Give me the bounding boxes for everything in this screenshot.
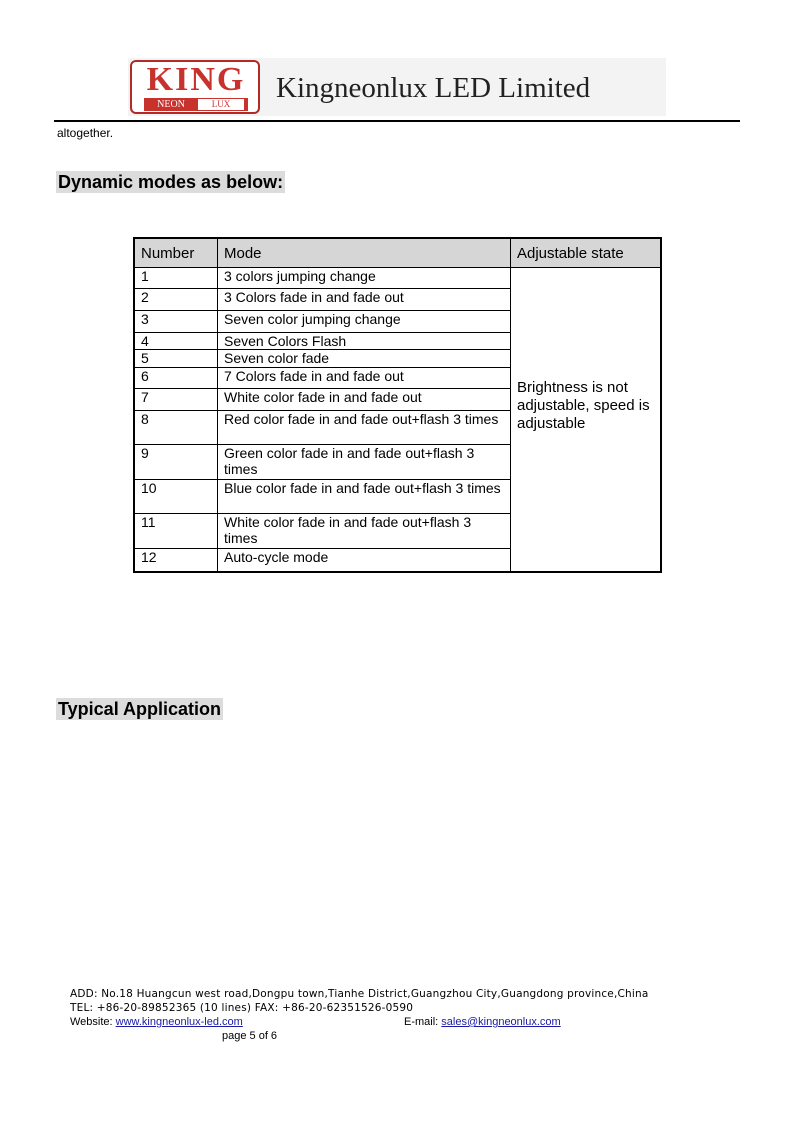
fax-number: +86-20-62351526-0590 <box>282 1002 414 1014</box>
footer-contact-line <box>70 1015 649 1029</box>
continued-text: altogether. <box>57 126 114 140</box>
mode-name: Seven Colors Flash <box>218 333 511 350</box>
mode-number: 7 <box>134 389 218 411</box>
footer-address-line <box>70 987 649 1001</box>
mode-name: 7 Colors fade in and fade out <box>218 368 511 389</box>
mode-number: 1 <box>134 268 218 289</box>
table-header-row <box>134 238 661 268</box>
section-heading-typical-application: Typical Application <box>58 699 222 719</box>
tel-label: TEL: <box>70 1002 94 1014</box>
fax-label: FAX: <box>254 1002 279 1014</box>
mode-number: 6 <box>134 368 218 389</box>
company-name: Kingneonlux LED Limited <box>276 72 591 104</box>
email-link[interactable]: sales@kingneonlux.com <box>441 1016 561 1028</box>
mode-name: Red color fade in and fade out+flash 3 times <box>218 411 511 445</box>
mode-name: White color fade in and fade out+flash 3 times <box>218 514 511 549</box>
mode-number: 11 <box>134 514 218 549</box>
address-label: ADD: <box>70 988 98 1000</box>
mode-name: 3 Colors fade in and fade out <box>218 289 511 311</box>
mode-name: Seven color fade <box>218 350 511 368</box>
mode-name: Seven color jumping change <box>218 311 511 333</box>
footer-page-line <box>70 1029 649 1043</box>
section-heading-dynamic-modes: Dynamic modes as below: <box>58 172 284 192</box>
letterhead <box>128 58 666 116</box>
header-mode: Mode <box>218 238 511 268</box>
logo-banner <box>144 98 248 111</box>
header-number: Number <box>134 238 218 268</box>
mode-number: 12 <box>134 549 218 572</box>
mode-name: Auto-cycle mode <box>218 549 511 572</box>
logo-king-text: KING <box>146 61 246 98</box>
email-label: E-mail: <box>404 1016 439 1028</box>
website-link[interactable]: www.kingneonlux-led.com <box>115 1016 243 1028</box>
mode-number: 10 <box>134 480 218 514</box>
tel-number: +86-20-89852365 (10 lines) <box>96 1002 252 1014</box>
mode-number: 2 <box>134 289 218 311</box>
footer-phone-line <box>70 1001 649 1015</box>
adjustable-state-cell: Brightness is not adjustable, speed is adjustable <box>511 268 662 572</box>
mode-name: Blue color fade in and fade out+flash 3 times <box>218 480 511 514</box>
mode-number: 4 <box>134 333 218 350</box>
header-adjustable-state: Adjustable state <box>511 238 662 268</box>
address-text: No.18 Huangcun west road,Dongpu town,Tianhe District,Guangzhou City,Guangdong province,China <box>101 988 649 1000</box>
mode-number: 3 <box>134 311 218 333</box>
mode-number: 8 <box>134 411 218 445</box>
page-number: page 5 of 6 <box>222 1030 278 1042</box>
mode-name: 3 colors jumping change <box>218 268 511 289</box>
logo-lux-text: LUX <box>198 99 244 110</box>
dynamic-modes-table <box>133 237 662 573</box>
logo-neon-text: NEON <box>157 99 185 110</box>
mode-name: Green color fade in and fade out+flash 3 times <box>218 445 511 480</box>
website-label: Website: <box>70 1016 113 1028</box>
header-divider <box>54 120 740 122</box>
mode-number: 9 <box>134 445 218 480</box>
email-block <box>404 1015 561 1029</box>
page-footer <box>70 987 649 1043</box>
mode-number: 5 <box>134 350 218 368</box>
table-row <box>134 268 661 289</box>
company-logo <box>130 60 260 114</box>
mode-name: White color fade in and fade out <box>218 389 511 411</box>
